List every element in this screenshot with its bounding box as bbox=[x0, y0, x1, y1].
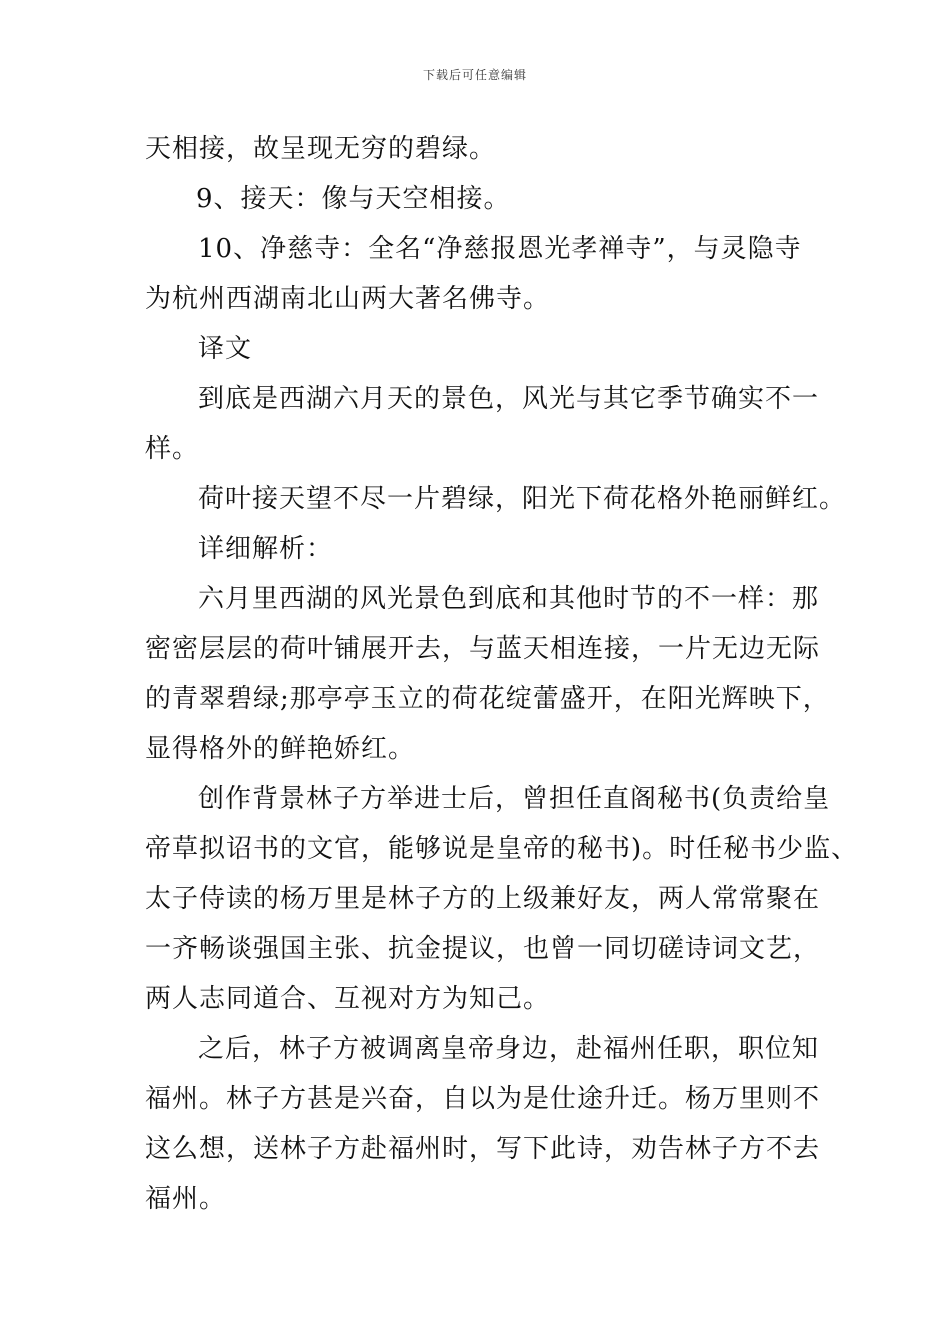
page-header: 下载后可任意编辑 bbox=[422, 68, 527, 82]
text-line: 太子侍读的杨万里是林子方的上级兼好友，两人常常聚在 bbox=[145, 884, 821, 914]
text-line: 的青翠碧绿;那亭亭玉立的荷花绽蕾盛开，在阳光辉映下， bbox=[145, 684, 830, 714]
text-line: 10、净慈寺：全名“净慈报恩光孝禅寺”，与灵隐寺 bbox=[198, 234, 802, 264]
text-line: 创作背景林子方举进士后，曾担任直阁秘书(负责给皇 bbox=[198, 784, 831, 814]
text-line: 为杭州西湖南北山两大著名佛寺。 bbox=[145, 284, 551, 314]
text-line: 一齐畅谈强国主张、抗金提议，也曾一同切磋诗词文艺， bbox=[145, 934, 821, 964]
text-line: 荷叶接天望不尽一片碧绿，阳光下荷花格外艳丽鲜红。 bbox=[198, 484, 847, 514]
text-line: 显得格外的鲜艳娇红。 bbox=[145, 734, 416, 764]
text-line: 样。 bbox=[145, 434, 200, 464]
section-heading: 译文 bbox=[198, 334, 253, 364]
text-line: 帝草拟诏书的文官，能够说是皇帝的秘书)。时任秘书少监、 bbox=[145, 834, 859, 864]
text-line: 之后，林子方被调离皇帝身边，赴福州任职，职位知 bbox=[198, 1034, 820, 1064]
text-line: 到底是西湖六月天的景色，风光与其它季节确实不一 bbox=[198, 384, 820, 414]
text-line: 这么想，送林子方赴福州时，写下此诗，劝告林子方不去 bbox=[145, 1134, 821, 1164]
text-line: 天相接，故呈现无穷的碧绿。 bbox=[145, 134, 497, 164]
section-heading: 详细解析： bbox=[198, 534, 334, 564]
text-line: 9、接天：像与天空相接。 bbox=[196, 184, 511, 214]
text-line: 两人志同道合、互视对方为知己。 bbox=[145, 984, 551, 1014]
text-line: 福州。林子方甚是兴奋，自以为是仕途升迁。杨万里则不 bbox=[145, 1084, 821, 1114]
text-line: 六月里西湖的风光景色到底和其他时节的不一样：那 bbox=[198, 584, 820, 614]
text-line: 密密层层的荷叶铺展开去，与蓝天相连接，一片无边无际 bbox=[145, 634, 821, 664]
text-line: 福州。 bbox=[145, 1184, 227, 1214]
